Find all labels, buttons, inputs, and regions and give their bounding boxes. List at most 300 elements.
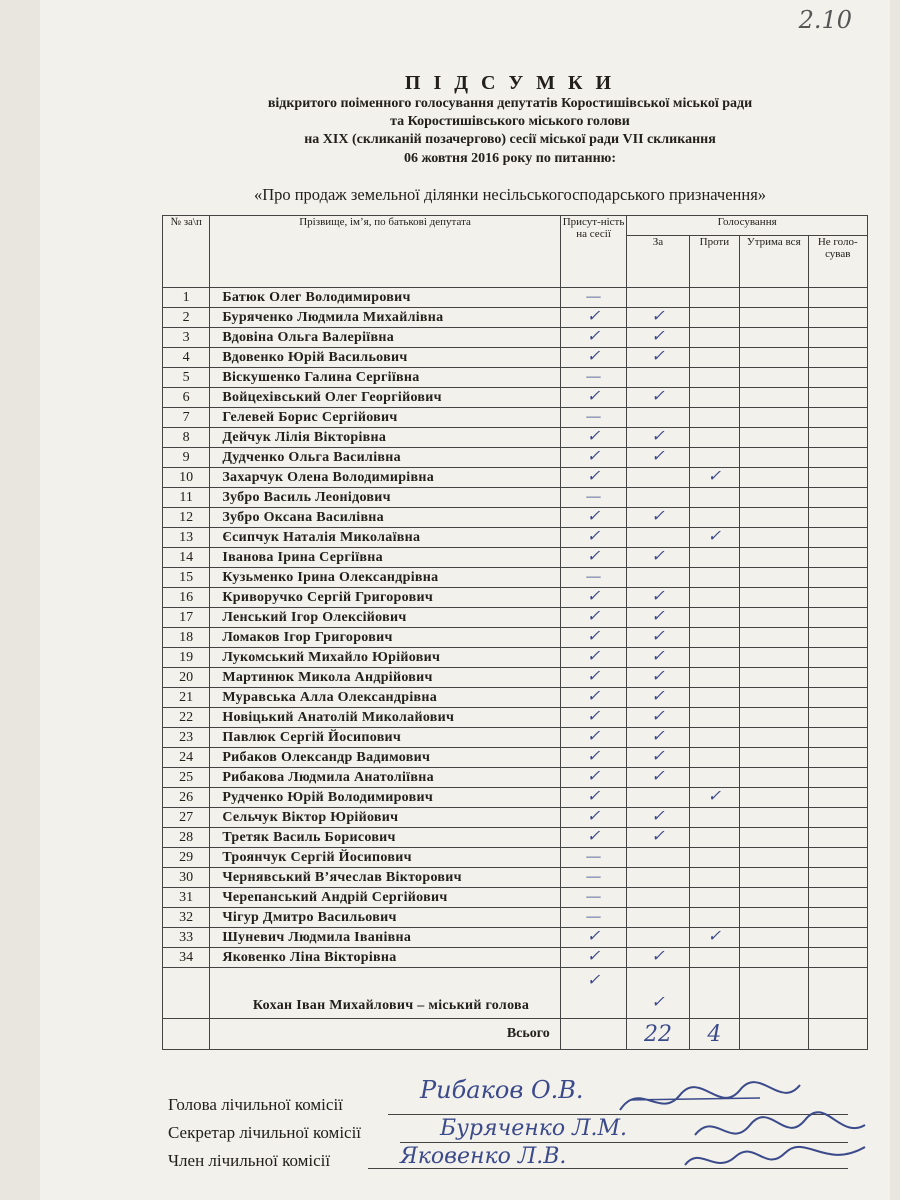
vote-not-voted-cell [808, 668, 867, 688]
vote-against-cell [689, 708, 739, 728]
mayor-num [163, 968, 210, 1019]
vote-abstain-cell [740, 708, 808, 728]
present-cell [560, 868, 626, 888]
deputy-name: Зубро Оксана Василівна [210, 508, 560, 528]
row-number: 24 [163, 748, 210, 768]
mayor-abstain [740, 968, 808, 1019]
header-not-voted: Не голо-сував [808, 236, 867, 288]
vote-abstain-cell [740, 308, 808, 328]
table-row [163, 448, 868, 468]
table-row [163, 888, 868, 908]
present-mark: ✓ [586, 747, 601, 765]
row-number: 32 [163, 908, 210, 928]
deputy-name: Єсипчук Наталія Миколаївна [210, 528, 560, 548]
vote-not-voted-cell [808, 488, 867, 508]
row-number: 14 [163, 548, 210, 568]
vote-against-cell [689, 668, 739, 688]
vote-abstain-cell [740, 408, 808, 428]
vote-for-cell [627, 568, 689, 588]
present-cell [560, 428, 626, 448]
deputy-name: Рибаков Олександр Вадимович [210, 748, 560, 768]
header-for: За [627, 236, 689, 288]
vote-against-cell [689, 548, 739, 568]
vote-abstain-cell [740, 588, 808, 608]
deputy-name: Третяк Василь Борисович [210, 828, 560, 848]
table-row [163, 348, 868, 368]
row-number: 3 [163, 328, 210, 348]
vote-abstain-cell [740, 568, 808, 588]
vote-for-cell [627, 308, 689, 328]
vote-not-voted-cell [808, 828, 867, 848]
deputy-name: Шуневич Людмила Іванівна [210, 928, 560, 948]
secretary-role: Секретар лічильної комісії [168, 1123, 362, 1142]
present-cell [560, 748, 626, 768]
row-number: 29 [163, 848, 210, 868]
vote-for-cell [627, 728, 689, 748]
table-row [163, 468, 868, 488]
mayor-present-mark: ✓ [586, 972, 601, 989]
vote-for-cell [627, 628, 689, 648]
total-row [163, 1019, 868, 1050]
row-number: 11 [163, 488, 210, 508]
deputy-name: Муравська Алла Олександрівна [210, 688, 560, 708]
table-row [163, 948, 868, 968]
total-label: Всього [210, 1019, 560, 1050]
subtitle-line-3: на XIX (скликаній позачергово) сесії міської ради VII скликання [304, 132, 716, 147]
present-cell [560, 468, 626, 488]
table-row [163, 528, 868, 548]
row-number: 6 [163, 388, 210, 408]
present-mark: ✓ [586, 947, 601, 965]
deputy-name: Зубро Василь Леонідович [210, 488, 560, 508]
row-number: 34 [163, 948, 210, 968]
mayor-for-mark: ✓ [651, 994, 665, 1011]
chair-role: Голова лічильної комісії [168, 1095, 343, 1114]
vote-for-cell [627, 428, 689, 448]
table-body [163, 288, 868, 968]
present-cell [560, 828, 626, 848]
table-row [163, 568, 868, 588]
vote-for-cell [627, 328, 689, 348]
vote-abstain-cell [740, 688, 808, 708]
present-mark: ✓ [586, 507, 601, 525]
row-number: 21 [163, 688, 210, 708]
vote-against-cell [689, 748, 739, 768]
agenda-topic: «Про продаж земельної ділянки несільськогосподарського призначення» [253, 185, 767, 204]
vote-against-cell [689, 908, 739, 928]
vote-mark: ✓ [651, 507, 665, 525]
vote-for-cell [627, 908, 689, 928]
present-mark: ✓ [586, 347, 601, 365]
vote-against-cell [689, 948, 739, 968]
vote-mark: ✓ [651, 827, 665, 845]
present-mark: — [586, 407, 601, 425]
vote-abstain-cell [740, 528, 808, 548]
mayor-not-voted [808, 968, 867, 1019]
deputy-name: Яковенко Ліна Вікторівна [210, 948, 560, 968]
vote-mark: ✓ [651, 307, 665, 325]
row-number: 18 [163, 628, 210, 648]
present-mark: ✓ [586, 327, 601, 345]
vote-not-voted-cell [808, 648, 867, 668]
total-num [163, 1019, 210, 1050]
row-number: 23 [163, 728, 210, 748]
vote-abstain-cell [740, 728, 808, 748]
vote-mark: ✓ [651, 747, 665, 765]
vote-not-voted-cell [808, 328, 867, 348]
deputy-name: Дейчук Лілія Вікторівна [210, 428, 560, 448]
subtitle-line-4: 06 жовтня 2016 року по питанню: [403, 151, 617, 166]
present-mark: ✓ [586, 307, 601, 325]
vote-for-cell [627, 648, 689, 668]
present-cell [560, 368, 626, 388]
vote-abstain-cell [740, 868, 808, 888]
table-row [163, 328, 868, 348]
vote-against-cell [689, 568, 739, 588]
deputy-name: Захарчук Олена Володимирівна [210, 468, 560, 488]
vote-for-cell [627, 348, 689, 368]
table-row [163, 488, 868, 508]
table-row [163, 288, 868, 308]
chair-signature-name: Рибаков О.В. [420, 1076, 584, 1104]
present-mark: ✓ [586, 727, 601, 745]
mayor-against [689, 968, 739, 1019]
table-row [163, 548, 868, 568]
vote-mark: ✓ [651, 607, 665, 625]
vote-for-cell [627, 528, 689, 548]
vote-abstain-cell [740, 748, 808, 768]
vote-not-voted-cell [808, 528, 867, 548]
row-number: 17 [163, 608, 210, 628]
vote-not-voted-cell [808, 568, 867, 588]
deputy-name: Іванова Ірина Сергіївна [210, 548, 560, 568]
vote-abstain-cell [740, 288, 808, 308]
row-number: 28 [163, 828, 210, 848]
present-mark: ✓ [586, 587, 601, 605]
table-row [163, 408, 868, 428]
present-cell [560, 848, 626, 868]
row-number: 27 [163, 808, 210, 828]
deputy-name: Батюк Олег Володимирович [210, 288, 560, 308]
vote-not-voted-cell [808, 308, 867, 328]
table-row [163, 588, 868, 608]
vote-mark: ✓ [651, 767, 665, 785]
vote-for-cell [627, 608, 689, 628]
present-cell [560, 888, 626, 908]
deputy-name: Сельчук Віктор Юрійович [210, 808, 560, 828]
vote-abstain-cell [740, 668, 808, 688]
table-row [163, 428, 868, 448]
present-mark: ✓ [586, 647, 601, 665]
vote-for-cell [627, 368, 689, 388]
vote-not-voted-cell [808, 628, 867, 648]
present-mark: — [586, 847, 601, 865]
vote-abstain-cell [740, 908, 808, 928]
deputy-name: Вдовіна Ольга Валеріївна [210, 328, 560, 348]
present-mark: — [586, 567, 601, 585]
present-mark: — [586, 867, 601, 885]
present-cell [560, 408, 626, 428]
row-number: 7 [163, 408, 210, 428]
table-row [163, 708, 868, 728]
corner-number: 2.10 [798, 6, 852, 34]
present-cell [560, 488, 626, 508]
vote-for-cell [627, 408, 689, 428]
vote-for-cell [627, 788, 689, 808]
vote-for-cell [627, 868, 689, 888]
table-row [163, 508, 868, 528]
vote-mark: ✓ [651, 687, 665, 705]
table-row [163, 748, 868, 768]
deputy-name: Новіцький Анатолій Миколайович [210, 708, 560, 728]
deputy-name: Черепанський Андрій Сергійович [210, 888, 560, 908]
vote-not-voted-cell [808, 368, 867, 388]
vote-abstain-cell [740, 368, 808, 388]
deputy-name: Криворучко Сергій Григорович [210, 588, 560, 608]
vote-not-voted-cell [808, 288, 867, 308]
secretary-signature-name: Буряченко Л.М. [440, 1116, 628, 1141]
header-num: № за\п [163, 216, 210, 288]
present-cell [560, 568, 626, 588]
row-number: 31 [163, 888, 210, 908]
present-cell [560, 788, 626, 808]
present-cell [560, 608, 626, 628]
deputy-name: Чігур Дмитро Васильович [210, 908, 560, 928]
vote-not-voted-cell [808, 588, 867, 608]
present-mark: — [586, 887, 601, 905]
row-number: 26 [163, 788, 210, 808]
present-cell [560, 728, 626, 748]
vote-not-voted-cell [808, 868, 867, 888]
member-role: Член лічильної комісії [168, 1151, 331, 1170]
vote-mark: ✓ [707, 467, 722, 485]
vote-against-cell [689, 728, 739, 748]
vote-against-cell [689, 308, 739, 328]
vote-mark: ✓ [651, 727, 665, 745]
vote-abstain-cell [740, 788, 808, 808]
vote-abstain-cell [740, 948, 808, 968]
row-number: 20 [163, 668, 210, 688]
present-mark: ✓ [586, 767, 601, 785]
vote-not-voted-cell [808, 948, 867, 968]
deputy-name: Віскушенко Галина Сергіївна [210, 368, 560, 388]
vote-abstain-cell [740, 928, 808, 948]
vote-against-cell [689, 648, 739, 668]
deputy-name: Буряченко Людмила Михайлівна [210, 308, 560, 328]
vote-mark: ✓ [651, 667, 665, 685]
vote-for-cell [627, 888, 689, 908]
vote-for-cell [627, 708, 689, 728]
header-against: Проти [689, 236, 739, 288]
table-row [163, 868, 868, 888]
subtitle-line-2: та Коростишівського міського голови [390, 114, 630, 129]
deputy-name: Дудченко Ольга Василівна [210, 448, 560, 468]
deputy-name: Ленський Ігор Олексійович [210, 608, 560, 628]
vote-against-cell [689, 588, 739, 608]
vote-not-voted-cell [808, 748, 867, 768]
table-row [163, 308, 868, 328]
vote-abstain-cell [740, 348, 808, 368]
vote-against-cell [689, 928, 739, 948]
present-cell [560, 628, 626, 648]
header-abstain: Утрима вся [740, 236, 808, 288]
table-row [163, 648, 868, 668]
deputy-name: Вдовенко Юрій Васильович [210, 348, 560, 368]
present-cell [560, 808, 626, 828]
deputy-name: Мартинюк Микола Андрійович [210, 668, 560, 688]
present-mark: ✓ [586, 387, 601, 405]
vote-for-cell [627, 588, 689, 608]
present-mark: ✓ [586, 547, 601, 565]
vote-mark: ✓ [651, 547, 665, 565]
deputy-name: Рибакова Людмила Анатоліївна [210, 768, 560, 788]
vote-abstain-cell [740, 768, 808, 788]
table-row [163, 388, 868, 408]
present-cell [560, 528, 626, 548]
vote-not-voted-cell [808, 688, 867, 708]
present-cell [560, 768, 626, 788]
present-mark: ✓ [586, 467, 601, 485]
present-cell [560, 328, 626, 348]
present-cell [560, 648, 626, 668]
present-cell [560, 308, 626, 328]
table-row [163, 828, 868, 848]
present-mark: — [586, 287, 601, 305]
vote-not-voted-cell [808, 608, 867, 628]
vote-against-cell [689, 788, 739, 808]
vote-mark: ✓ [651, 387, 665, 405]
vote-not-voted-cell [808, 788, 867, 808]
vote-for-cell [627, 508, 689, 528]
vote-for-cell [627, 828, 689, 848]
total-for: 22 [627, 1019, 689, 1050]
present-mark: ✓ [586, 447, 601, 465]
header-present: Присут-ність на сесії [560, 216, 626, 288]
vote-against-cell [689, 428, 739, 448]
vote-abstain-cell [740, 828, 808, 848]
vote-not-voted-cell [808, 908, 867, 928]
deputy-name: Павлюк Сергій Йосипович [210, 728, 560, 748]
vote-for-cell [627, 388, 689, 408]
present-mark: ✓ [586, 787, 601, 805]
row-number: 12 [163, 508, 210, 528]
row-number: 4 [163, 348, 210, 368]
deputy-name: Гелевей Борис Сергійович [210, 408, 560, 428]
vote-abstain-cell [740, 428, 808, 448]
mayor-name: Кохан Іван Михайлович – міський голова [210, 968, 560, 1019]
member-signature [680, 1135, 870, 1185]
present-cell [560, 908, 626, 928]
vote-abstain-cell [740, 608, 808, 628]
vote-for-cell [627, 288, 689, 308]
vote-against-cell [689, 448, 739, 468]
vote-not-voted-cell [808, 448, 867, 468]
vote-abstain-cell [740, 508, 808, 528]
present-cell [560, 668, 626, 688]
vote-mark: ✓ [651, 447, 665, 465]
row-number: 33 [163, 928, 210, 948]
vote-not-voted-cell [808, 548, 867, 568]
present-mark: ✓ [586, 527, 601, 545]
table-row [163, 368, 868, 388]
present-cell [560, 948, 626, 968]
vote-for-cell [627, 668, 689, 688]
deputy-name: Чернявський В’ячеслав Вікторович [210, 868, 560, 888]
vote-not-voted-cell [808, 428, 867, 448]
vote-mark: ✓ [651, 947, 665, 965]
table-row [163, 848, 868, 868]
present-mark: — [586, 907, 601, 925]
present-mark: — [586, 367, 601, 385]
vote-against-cell [689, 768, 739, 788]
deputy-name: Кузьменко Ірина Олександрівна [210, 568, 560, 588]
table-row [163, 608, 868, 628]
vote-not-voted-cell [808, 928, 867, 948]
present-cell [560, 288, 626, 308]
vote-for-cell [627, 688, 689, 708]
vote-not-voted-cell [808, 388, 867, 408]
vote-mark: ✓ [651, 347, 665, 365]
voting-table [162, 215, 868, 1050]
table-row [163, 788, 868, 808]
row-number: 22 [163, 708, 210, 728]
row-number: 15 [163, 568, 210, 588]
table-row [163, 768, 868, 788]
member-signature-name: Яковенко Л.В. [400, 1144, 567, 1169]
vote-for-cell [627, 848, 689, 868]
present-cell [560, 708, 626, 728]
vote-mark: ✓ [707, 787, 722, 805]
vote-not-voted-cell [808, 848, 867, 868]
row-number: 9 [163, 448, 210, 468]
row-number: 13 [163, 528, 210, 548]
present-mark: ✓ [586, 627, 601, 645]
vote-abstain-cell [740, 548, 808, 568]
vote-against-cell [689, 828, 739, 848]
present-cell [560, 448, 626, 468]
table-row [163, 688, 868, 708]
header-name: Прізвище, ім’я, по батькові депутата [210, 216, 560, 288]
deputy-name: Войцехівський Олег Георгійович [210, 388, 560, 408]
vote-mark: ✓ [651, 327, 665, 345]
vote-against-cell [689, 628, 739, 648]
table-row [163, 628, 868, 648]
row-number: 19 [163, 648, 210, 668]
vote-for-cell [627, 488, 689, 508]
row-number: 16 [163, 588, 210, 608]
vote-against-cell [689, 688, 739, 708]
vote-against-cell [689, 368, 739, 388]
vote-against-cell [689, 388, 739, 408]
vote-mark: ✓ [707, 527, 722, 545]
present-mark: ✓ [586, 427, 601, 445]
row-number: 25 [163, 768, 210, 788]
vote-not-voted-cell [808, 768, 867, 788]
mayor-row [163, 968, 868, 1019]
vote-not-voted-cell [808, 808, 867, 828]
vote-not-voted-cell [808, 708, 867, 728]
vote-against-cell [689, 848, 739, 868]
vote-against-cell [689, 868, 739, 888]
vote-mark: ✓ [707, 927, 722, 945]
deputy-name: Лукомський Михайло Юрійович [210, 648, 560, 668]
vote-abstain-cell [740, 888, 808, 908]
deputy-name: Троянчук Сергій Йосипович [210, 848, 560, 868]
table-row [163, 668, 868, 688]
vote-against-cell [689, 468, 739, 488]
vote-not-voted-cell [808, 408, 867, 428]
present-cell [560, 688, 626, 708]
